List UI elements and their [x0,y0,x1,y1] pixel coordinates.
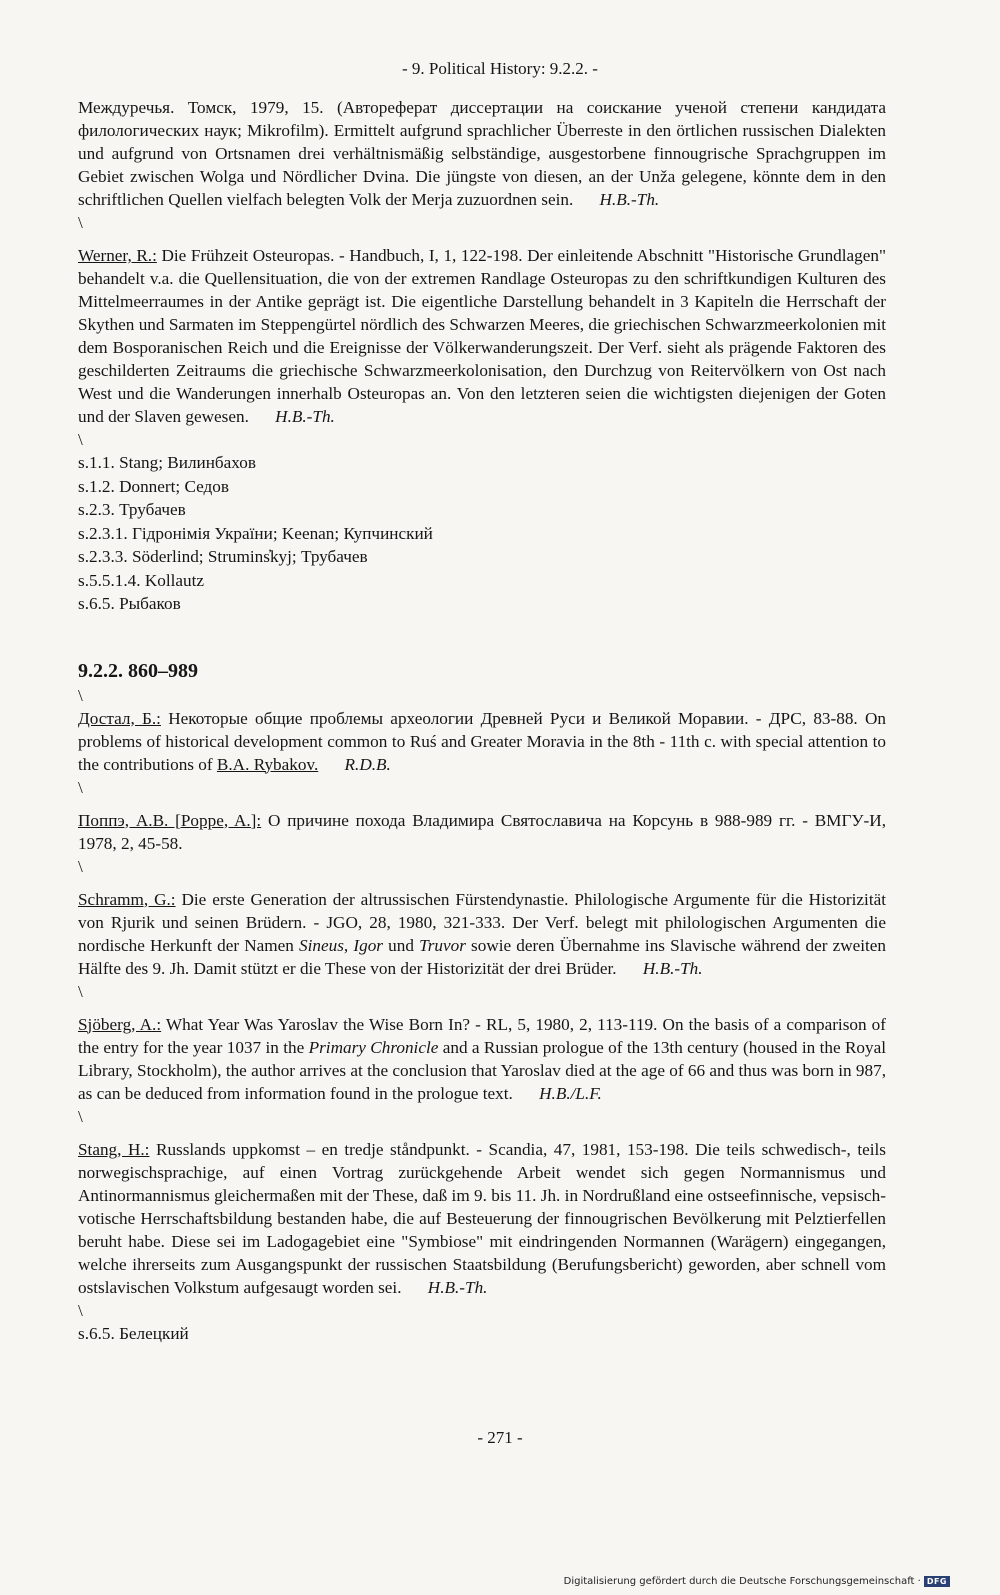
entry-separator: \ [78,981,83,1001]
section-heading: 9.2.2. 860–989 [78,659,198,682]
cross-reference: s.6.5. Белецкий [78,1323,189,1343]
entry-werner [78,244,886,428]
entry-author: Schramm, G.: [78,889,176,909]
entry-text: О причине похода Владимира Святославича на Корсунь в 988-989 гг. - ВМГУ-И, 1978, 2, 45-58. [78,810,886,853]
bibliography-content [78,96,886,1345]
dfg-logo-icon: DFG [924,1576,950,1587]
entry-author: Werner, R.: [78,246,157,265]
entry-text: Russlands uppkomst – en tredje ståndpunkt. - Scandia, 47, 1981, 153-198. Die teils schwedisch-, teils norwegischsprachige, auf einen Vortrag zurückgehende Arbeit wendet sich gegen Normannismus und Antinormannismus gleichermaßen mit der These, daß im 9. bis 11. Jh. in Nordrußland eine ostseefinnische, vepsisch-votische Herrschaftsbildung bestanden habe, die auf Besteuerung der finnougrischen Bevölkerung mit Pelztierfellen beruht habe. Diese sei im Ladogagebiet eine "Symbiose" mit eindringenden Normannen (Warägern) eingegangen, welche ihrerseits zum Ausgangspunkt der russischen Staatsbildung (Berufungsbericht) geworden, aber schnell vom ostslavischen Volkstum aufgesaugt worden sei. [78,1139,886,1297]
entry-schramm [78,888,886,980]
entry-text: Некоторые общие проблемы археологии Древней Руси и Великой Моравии. - ДРС, 83-88. On problems of historical development common to Ruś and Greater Moravia in the 8th - 11th c. with special attention to the contributions of [78,708,886,774]
cross-reference: s.1.1. Stang; Вилинбахов [78,453,256,472]
running-header: - 9. Political History: 9.2.2. - [402,59,598,78]
work-title-italic: Primary Chronicle [308,1037,439,1057]
entry-separator: \ [78,856,83,876]
reviewer-initials: R.D.B. [344,754,391,774]
entry-text: Die erste Generation der altrussischen Fürstendynastie. Philologische Argumente für die Historizität von Rjurik und seinen Brüdern. - JGO, 28, 1980, 321-333. Der Verf. belegt mit philologischen Argumenten die nordische Herkunft der Namen [78,889,886,955]
cross-reference: s.6.5. Рыбаков [78,594,181,613]
cross-reference: s.2.3.3. Söderlind; Strumins̓kyj; Трубачев [78,547,368,566]
name-italic: Igor [353,935,383,955]
entry-text: , [343,935,354,955]
entry-poppe [78,809,886,855]
digitization-notice [564,1576,950,1587]
page-number: - 271 - [477,1428,523,1447]
cross-reference: s.1.2. Donnert; Седов [78,476,229,496]
entry-sjoberg [78,1013,886,1105]
name-italic: Sineus [299,935,344,955]
entry-separator: \ [78,1300,83,1320]
entry-text: Die Frühzeit Osteuropas. - Handbuch, I, 1, 122-198. Der einleitende Abschnitt "Historische Grundlagen" behandelt v.a. die Quellensituation, die von der extremen Randlage Osteuropas zu den schriftkundigen Kulturen des Mittelmeerraumes in der Antike geprägt ist. Die eigentliche Darstellung behandelt in 3 Kapiteln die Herrschaft der Skythen und Sarmaten im Steppengürtel nördlich des Schwarzen Meeres, die griechischen Schwarzmeerkolonien mit dem Bosporanischen Reich und die Ereignisse der Völkerwanderungszeit. Der Verf. sieht als prägende Faktoren des geschilderten Zeitraums die griechische Schwarzmeerkolonisation, den Durchzug von Reitervölkern von Ost nach West und die Wanderungen innerhalb Osteuropas an. Von den letzteren seien die wichtigsten diejenigen der Goten und der Slaven gewesen. [78,246,886,426]
cross-reference: s.2.3.1. Гідронімія України; Keenan; Купчинский [78,523,433,543]
entry-author: Поппэ, А.В. [Poppe, A.]: [78,810,262,830]
reviewer-initials: H.B.-Th. [642,958,703,978]
entry-separator: \ [78,213,83,232]
entry-text: Междуречья. Томск, 1979, 15. (Автореферат диссертации на соискание ученой степени кандидата филологических наук; Mikrofilm). Ermittelt aufgrund sprachlicher Überreste in den örtlichen russischen Dialekten und aufgrund von Ortsnamen drei verhältnismäßig selbständige, ausgestorbene finnougrische Sprachgruppen im Gebiet zwischen Wolga und Nördlicher Dvina. Die jüngste von diesen, an der Unža gelegene, könnte dem in den schriftlichen Quellen vielfach belegten Volk der Merja zuzuordnen sein. [78,98,886,209]
entry-separator: \ [78,685,83,705]
entry-separator: \ [78,1106,83,1126]
entry-text: and a Russian prologue of the 13th century (housed in the Royal Library, Stockholm), the author arrives at the conclusion that Yaroslav died at the age of 66 and thus was born in 987, as can be deduced from information found in the prologue text. [78,1037,886,1103]
reviewer-initials: H.B.-Th. [275,407,335,426]
cross-reference-list [78,451,886,616]
entry-stang [78,1138,886,1299]
entry-text: What Year Was Yaroslav the Wise Born In? - RL, 5, 1980, 2, 113-119. On the basis of a comparison of the entry for the year 1037 in the [78,1014,887,1057]
entry-author: Sjöberg, A.: [78,1014,162,1034]
digitization-text: Digitalisierung gefördert durch die Deutsche Forschungsgemeinschaft · [563,1576,921,1587]
entry-text: sowie deren Übernahme ins Slavische während der zweiten Hälfte des 9. Jh. Damit stützt er die These von der Historizität der drei Brüder. [78,935,887,978]
reviewer-initials: H.B.-Th. [599,190,660,209]
reviewer-initials: H.B.-Th. [427,1277,488,1297]
entry-author: Достал, Б.: [78,708,161,728]
cross-reference: s.5.5.1.4. Kollautz [78,570,205,590]
entry-separator: \ [78,777,83,797]
entry-dostal [78,707,886,776]
name-italic: Truvor [419,935,466,955]
entry-intro [78,96,886,211]
entry-separator: \ [78,430,83,449]
entry-author: Stang, H.: [78,1139,150,1159]
cross-reference: s.2.3. Трубачев [78,500,186,519]
entry-reference-name: B.A. Rybakov. [216,754,319,774]
entry-text: und [382,935,420,955]
reviewer-initials: H.B./L.F. [539,1083,602,1103]
